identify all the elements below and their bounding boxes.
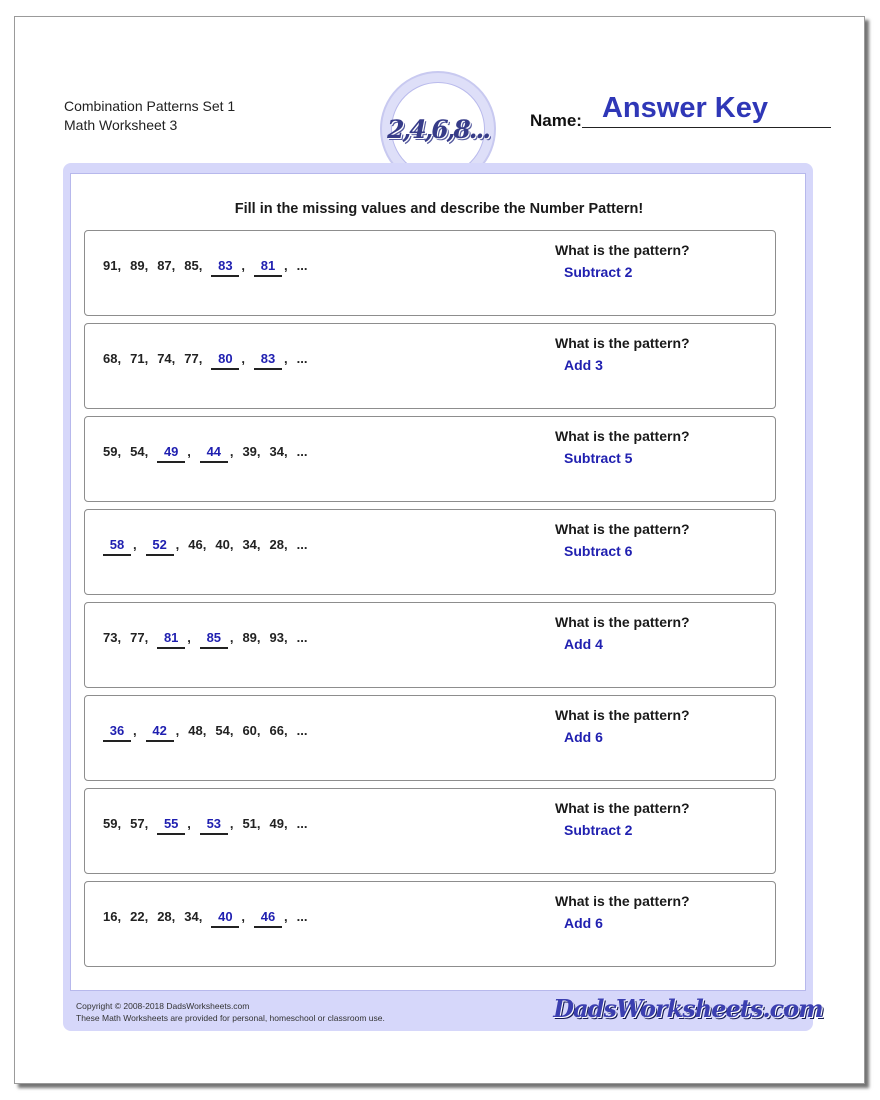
answer-blank[interactable]: 42 bbox=[146, 723, 174, 742]
sequence-term: 93 bbox=[269, 630, 284, 645]
separator: , bbox=[144, 258, 149, 273]
problem-box bbox=[84, 602, 776, 688]
sequence-ellipsis: ... bbox=[296, 258, 308, 273]
answer-blank[interactable]: 81 bbox=[157, 630, 185, 649]
pattern-answer[interactable]: Subtract 5 bbox=[564, 450, 633, 466]
separator: , bbox=[171, 258, 176, 273]
pattern-answer[interactable]: Subtract 6 bbox=[564, 543, 633, 559]
separator: , bbox=[284, 351, 288, 366]
pattern-question: What is the pattern? bbox=[555, 428, 690, 444]
sequence-term: 28 bbox=[157, 909, 172, 924]
sequence-ellipsis: ... bbox=[296, 537, 308, 552]
separator: , bbox=[284, 258, 288, 273]
separator: , bbox=[187, 816, 191, 831]
answer-blank[interactable]: 44 bbox=[200, 444, 228, 463]
sequence-term: 71 bbox=[130, 351, 145, 366]
pattern-question: What is the pattern? bbox=[555, 614, 690, 630]
separator: , bbox=[187, 444, 191, 459]
separator: , bbox=[117, 444, 122, 459]
number-sequence bbox=[103, 630, 316, 650]
separator: , bbox=[171, 909, 176, 924]
separator: , bbox=[117, 258, 122, 273]
problem-box bbox=[84, 695, 776, 781]
sequence-term: 68 bbox=[103, 351, 118, 366]
name-answer-key: Answer Key bbox=[601, 92, 768, 124]
answer-blank[interactable]: 83 bbox=[211, 258, 239, 277]
separator: , bbox=[198, 258, 203, 273]
copyright-text: Copyright © 2008-2018 DadsWorksheets.com bbox=[76, 1001, 250, 1011]
pattern-answer[interactable]: Add 6 bbox=[564, 915, 603, 931]
sequence-term: 46 bbox=[188, 537, 203, 552]
pattern-question: What is the pattern? bbox=[555, 335, 690, 351]
pattern-answer[interactable]: Add 6 bbox=[564, 729, 603, 745]
sequence-term: 57 bbox=[130, 816, 145, 831]
separator: , bbox=[202, 723, 207, 738]
problem-box bbox=[84, 230, 776, 316]
separator: , bbox=[117, 351, 122, 366]
answer-blank[interactable]: 58 bbox=[103, 537, 131, 556]
separator: , bbox=[144, 816, 149, 831]
separator: , bbox=[284, 816, 288, 831]
separator: , bbox=[256, 816, 261, 831]
number-sequence bbox=[103, 351, 316, 371]
pattern-question: What is the pattern? bbox=[555, 242, 690, 258]
separator: , bbox=[229, 723, 234, 738]
number-sequence bbox=[103, 723, 316, 743]
number-sequence bbox=[103, 909, 316, 929]
separator: , bbox=[144, 909, 149, 924]
sequence-term: 34 bbox=[269, 444, 284, 459]
separator: , bbox=[198, 909, 203, 924]
pattern-question: What is the pattern? bbox=[555, 893, 690, 909]
answer-blank[interactable]: 53 bbox=[200, 816, 228, 835]
sequence-ellipsis: ... bbox=[296, 444, 308, 459]
sequence-term: 66 bbox=[269, 723, 284, 738]
worksheet-frame bbox=[63, 163, 823, 1031]
sequence-badge-text: 2,4,6,8... bbox=[387, 114, 489, 144]
separator: , bbox=[133, 723, 137, 738]
sequence-ellipsis: ... bbox=[296, 909, 308, 924]
separator: , bbox=[284, 537, 288, 552]
sequence-term: 54 bbox=[215, 723, 230, 738]
separator: , bbox=[117, 909, 122, 924]
sequence-term: 54 bbox=[130, 444, 145, 459]
sequence-term: 60 bbox=[242, 723, 257, 738]
answer-blank[interactable]: 49 bbox=[157, 444, 185, 463]
separator: , bbox=[229, 537, 234, 552]
dadsworksheets-logo: DadsWorksheets.com bbox=[553, 993, 823, 1023]
sequence-term: 16 bbox=[103, 909, 118, 924]
separator: , bbox=[202, 537, 207, 552]
usage-notice: These Math Worksheets are provided for personal, homeschool or classroom use. bbox=[76, 1013, 385, 1023]
sequence-term: 85 bbox=[184, 258, 199, 273]
separator: , bbox=[117, 816, 122, 831]
number-sequence bbox=[103, 258, 316, 278]
sequence-ellipsis: ... bbox=[296, 816, 308, 831]
sequence-term: 59 bbox=[103, 816, 118, 831]
footer-copyright bbox=[76, 1000, 385, 1024]
sequence-term: 48 bbox=[188, 723, 203, 738]
separator: , bbox=[144, 444, 149, 459]
sequence-term: 49 bbox=[269, 816, 284, 831]
number-sequence bbox=[103, 444, 316, 464]
number-sequence bbox=[103, 537, 316, 557]
name-line bbox=[582, 127, 831, 128]
sequence-ellipsis: ... bbox=[296, 351, 308, 366]
separator: , bbox=[171, 351, 176, 366]
answer-blank[interactable]: 83 bbox=[254, 351, 282, 370]
sequence-term: 59 bbox=[103, 444, 118, 459]
separator: , bbox=[117, 630, 122, 645]
separator: , bbox=[187, 630, 191, 645]
answer-blank[interactable]: 46 bbox=[254, 909, 282, 928]
sequence-term: 74 bbox=[157, 351, 172, 366]
separator: , bbox=[241, 258, 245, 273]
sequence-term: 73 bbox=[103, 630, 118, 645]
instructions: Fill in the missing values and describe the Number Pattern! bbox=[234, 201, 644, 217]
separator: , bbox=[284, 444, 288, 459]
pattern-answer[interactable]: Add 4 bbox=[564, 636, 603, 652]
sequence-term: 40 bbox=[215, 537, 230, 552]
sequence-badge-inner bbox=[387, 82, 489, 176]
separator: , bbox=[241, 909, 245, 924]
sequence-ellipsis: ... bbox=[296, 723, 308, 738]
worksheet-title bbox=[64, 97, 235, 135]
separator: , bbox=[133, 537, 137, 552]
separator: , bbox=[256, 537, 261, 552]
answer-blank[interactable]: 52 bbox=[146, 537, 174, 556]
pattern-question: What is the pattern? bbox=[555, 521, 690, 537]
separator: , bbox=[256, 630, 261, 645]
separator: , bbox=[175, 723, 180, 738]
problem-box bbox=[84, 881, 776, 967]
pattern-answer[interactable]: Subtract 2 bbox=[564, 264, 633, 280]
worksheet-title-line1: Combination Patterns Set 1 bbox=[64, 98, 236, 114]
separator: , bbox=[175, 537, 180, 552]
problem-box bbox=[84, 323, 776, 409]
sequence-term: 77 bbox=[130, 630, 145, 645]
answer-blank[interactable]: 40 bbox=[211, 909, 239, 928]
sequence-term: 22 bbox=[130, 909, 145, 924]
separator: , bbox=[284, 630, 288, 645]
sequence-term: 77 bbox=[184, 351, 199, 366]
sequence-term: 87 bbox=[157, 258, 172, 273]
separator: , bbox=[229, 444, 234, 459]
sequence-term: 34 bbox=[242, 537, 257, 552]
answer-blank[interactable]: 85 bbox=[200, 630, 228, 649]
separator: , bbox=[144, 630, 149, 645]
problem-box bbox=[84, 788, 776, 874]
sequence-term: 89 bbox=[130, 258, 145, 273]
sequence-term: 39 bbox=[242, 444, 257, 459]
separator: , bbox=[198, 351, 203, 366]
separator: , bbox=[241, 351, 245, 366]
sequence-ellipsis: ... bbox=[296, 630, 308, 645]
pattern-question: What is the pattern? bbox=[555, 707, 690, 723]
sequence-term: 28 bbox=[269, 537, 284, 552]
worksheet-content bbox=[70, 173, 806, 991]
separator: , bbox=[284, 909, 288, 924]
sequence-term: 51 bbox=[242, 816, 257, 831]
number-sequence bbox=[103, 816, 316, 836]
answer-blank[interactable]: 55 bbox=[157, 816, 185, 835]
answer-blank[interactable]: 80 bbox=[211, 351, 239, 370]
separator: , bbox=[229, 816, 234, 831]
separator: , bbox=[284, 723, 288, 738]
separator: , bbox=[256, 444, 261, 459]
sequence-term: 89 bbox=[242, 630, 257, 645]
answer-blank[interactable]: 81 bbox=[254, 258, 282, 277]
name-label: Name: bbox=[530, 111, 582, 130]
sequence-term: 91 bbox=[103, 258, 118, 273]
answer-blank[interactable]: 36 bbox=[103, 723, 131, 742]
pattern-answer[interactable]: Add 3 bbox=[564, 357, 603, 373]
worksheet-title-line2: Math Worksheet 3 bbox=[64, 117, 178, 133]
separator: , bbox=[256, 723, 261, 738]
separator: , bbox=[229, 630, 234, 645]
pattern-answer[interactable]: Subtract 2 bbox=[564, 822, 633, 838]
problem-box bbox=[84, 416, 776, 502]
pattern-question: What is the pattern? bbox=[555, 800, 690, 816]
problem-box bbox=[84, 509, 776, 595]
sequence-term: 34 bbox=[184, 909, 199, 924]
separator: , bbox=[144, 351, 149, 366]
